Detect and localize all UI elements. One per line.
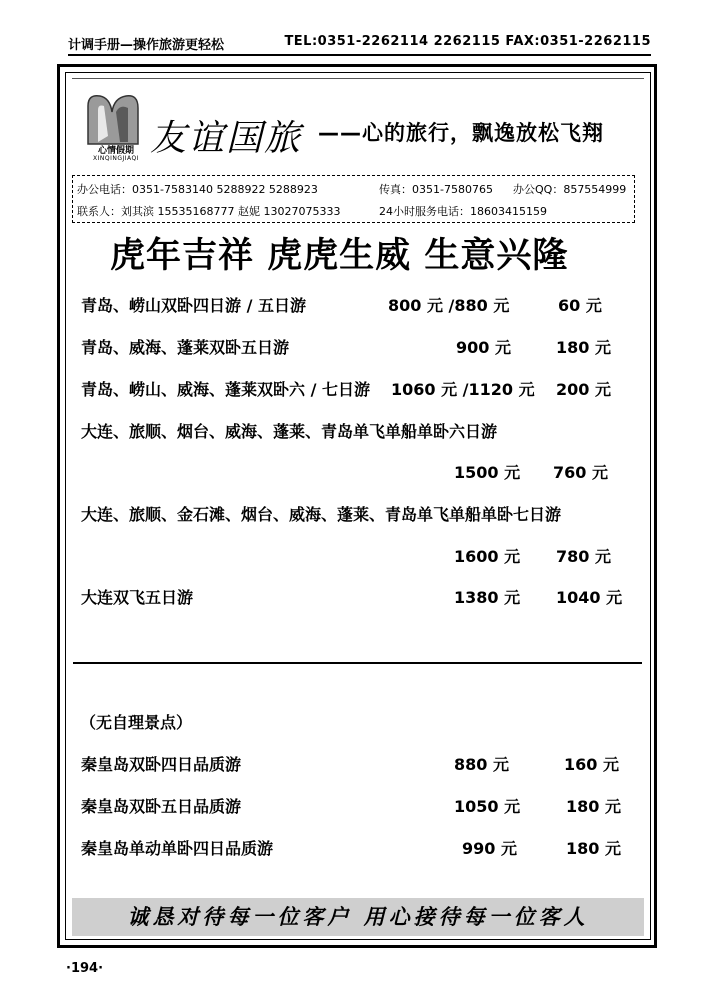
brand-name: 友谊国旅	[150, 118, 303, 159]
contact-box	[72, 175, 635, 223]
route-price: 900 元	[456, 338, 511, 357]
office-phone: 办公电话：0351-7583140 5288922 5288923	[77, 183, 318, 196]
route-name: 青岛、威海、蓬莱双卧五日游	[81, 338, 290, 357]
route-name: 秦皇岛双卧四日品质游	[81, 755, 242, 774]
hotline: 24小时服务电话：18603415159	[379, 205, 547, 218]
greeting-banner: 虎年吉祥 虎虎生威 生意兴隆	[110, 236, 569, 276]
route-price: 1500 元	[454, 463, 521, 482]
route-name: 大连、旅顺、金石滩、烟台、威海、蓬莱、青岛单飞单船单卧七日游	[81, 505, 562, 524]
route-price: 1600 元	[454, 547, 521, 566]
route-child-price: 200 元	[556, 380, 611, 399]
route-child-price: 160 元	[564, 755, 619, 774]
fax: 传真：0351-7580765	[379, 183, 493, 196]
route-name: 大连双飞五日游	[81, 588, 194, 607]
route-child-price: 180 元	[566, 797, 621, 816]
route-name: 大连、旅顺、烟台、威海、蓬莱、青岛单飞单船单卧六日游	[81, 422, 498, 441]
logo-name: 心情假期	[97, 146, 134, 156]
route-child-price: 1040 元	[556, 588, 623, 607]
brand-slogan: ——心的旅行，飘逸放松飞翔	[318, 121, 604, 145]
page-number: ·194·	[66, 961, 104, 976]
page-header	[68, 34, 651, 56]
route-price: 1060 元 /1120 元	[391, 380, 535, 399]
header-title: 计调手册—操作旅游更轻松	[68, 38, 225, 53]
top-rule	[72, 78, 644, 79]
contact-persons: 联系人：刘其滨 15535168777 赵妮 13027075333	[77, 205, 341, 218]
office-qq: 办公QQ：857554999	[513, 183, 627, 196]
route-child-price: 760 元	[553, 463, 608, 482]
route-child-price: 780 元	[556, 547, 611, 566]
route-price: 1380 元	[454, 588, 521, 607]
route-price: 1050 元	[454, 797, 521, 816]
footer-slogan: 诚恳对待每一位客户 用心接待每一位客人	[72, 898, 644, 936]
route-name: 青岛、崂山双卧四日游 / 五日游	[81, 296, 306, 315]
route-child-price: 180 元	[556, 338, 611, 357]
section-divider	[73, 662, 642, 664]
route-name: 青岛、崂山、威海、蓬莱双卧六 / 七日游	[81, 380, 370, 399]
route-child-price: 180 元	[566, 839, 621, 858]
route-name: 秦皇岛双卧五日品质游	[81, 797, 242, 816]
header-phone: TEL:0351-2262114 2262115 FAX:0351-2262115	[284, 34, 651, 49]
route-price: 880 元	[454, 755, 509, 774]
route-name: 秦皇岛单动单卧四日品质游	[81, 839, 274, 858]
route-child-price: 60 元	[558, 296, 602, 315]
route-price: 800 元 /880 元	[388, 296, 510, 315]
route-price: 990 元	[462, 839, 517, 858]
section-note: （无自理景点）	[80, 713, 193, 732]
logo-pinyin: XINQINGJIAQI	[92, 155, 140, 162]
